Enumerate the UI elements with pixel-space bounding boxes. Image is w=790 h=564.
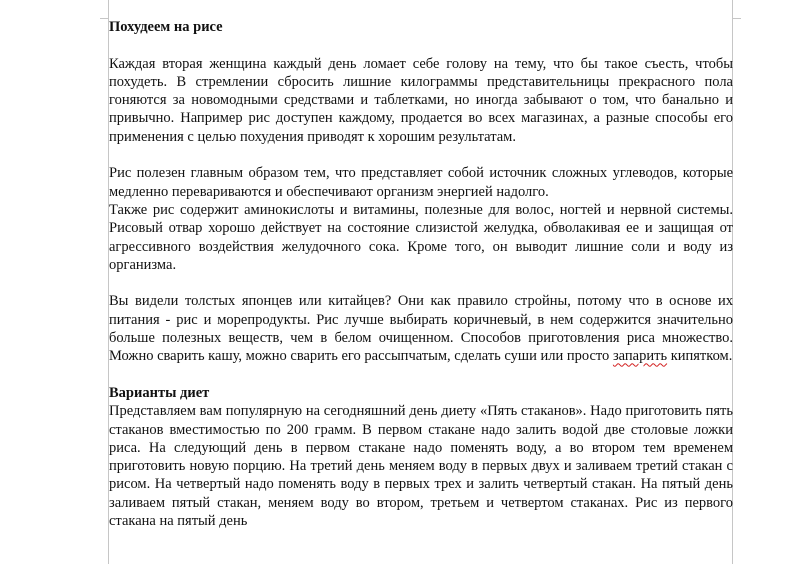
paragraph-asia <box>109 292 733 365</box>
empty-line <box>109 146 733 164</box>
empty-line <box>109 274 733 292</box>
paragraph-carbs: Рис полезен главным образом тем, что представляет собой источник сложных углеводов, которые медленно перевариваются и обеспечивают организм энергией надолго. <box>109 165 733 200</box>
right-margin-mark <box>733 0 741 19</box>
paragraph-five-glasses: Представляем вам популярную на сегодняшний день диету «Пять стаканов». Надо приготовить пять стаканов вместимостью по 200 грамм. В первом стакане надо залить водой две столовые ложки риса. На следующий день в первом стакане надо поменять воду, а во втором тем временем приготовить новую порцию. На третий день меняем воду в первых двух и заливаем третий стакан с рисом. На четвертый надо поменять воду в первых трех и залить четвертый стакан. На пятый день заливаем пятый стакан, меняем воду во втором, третьем и четвертом стаканах. Рис из первого стакана на пятый день <box>109 403 733 530</box>
paragraph-asia-text: Вы видели толстых японцев или китайцев? Они как правило стройны, потому что в основе их питания - рис и морепродукты. Рис лучше выбирать коричневый, в нем содержится значительно больше полезных веществ, чем в белом очищенном. Способов приготовления риса множество. Можно сварить кашу, можно сварить его рассыпчатым, сделать суши или просто <box>109 293 733 365</box>
paragraph-vitamins: Также рис содержит аминокислоты и витамины, полезные для волос, ногтей и нервной системы. Рисовый отвар хорошо действует на состояние слизистой желудка, обволакивая ее и защищая от агрессивного воздействия желудочного сока. Кроме того, он выводит лишние соли и воду из организма. <box>109 201 733 273</box>
document-body[interactable] <box>109 18 733 530</box>
paragraph-intro: Каждая вторая женщина каждый день ломает себе голову на тему, что бы такое съесть, чтобы похудеть. В стремлении сбросить лишние килограммы представительницы прекрасного пола гоняются за новомодными средствами и таблетками, но иногда забывают о том, что банально и привычно. Например рис доступен каждому, продается во всех магазинах, а разные способы его применения с целью похудения приводят к хорошим результатам. <box>109 55 733 145</box>
section-title: Варианты диет <box>109 384 210 401</box>
left-margin-mark <box>100 0 108 19</box>
spellcheck-word[interactable]: запарить <box>612 348 668 365</box>
empty-line <box>109 366 733 384</box>
document-title: Похудеем на рисе <box>109 19 223 35</box>
paragraph-asia-tail: кипятком. <box>667 348 733 365</box>
empty-line <box>109 36 733 54</box>
